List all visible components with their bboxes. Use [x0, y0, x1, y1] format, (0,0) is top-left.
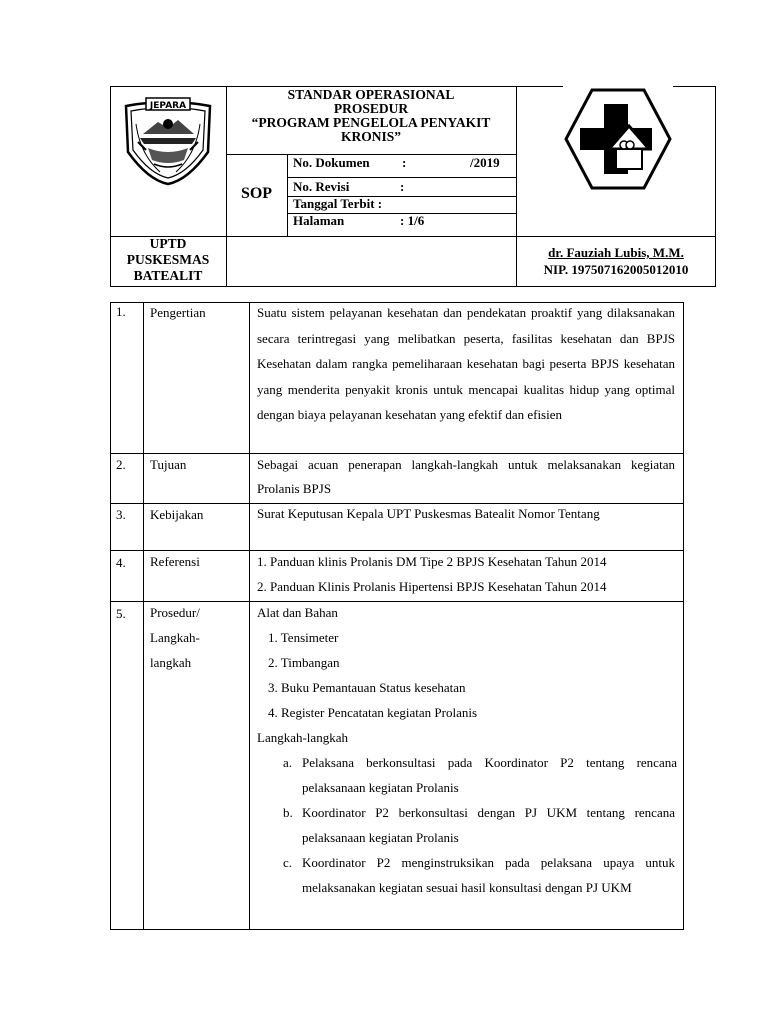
tool-item: 1. Tensimeter: [268, 630, 339, 645]
row-label: Kebijakan: [150, 507, 204, 522]
revision-label: No. Revisi: [293, 179, 350, 194]
row-content: Surat Keputusan Kepala UPT Puskesmas Batealit Nomor Tentang: [257, 506, 600, 521]
doc-number-value: /2019: [470, 155, 500, 170]
reference-item: 1. Panduan klinis Prolanis DM Tipe 2 BPJS Kesehatan Tahun 2014: [257, 554, 607, 569]
title-line: “PROGRAM PENGELOLA PENYAKIT: [251, 115, 491, 130]
procedure-content: [257, 600, 677, 900]
document-title: [226, 88, 516, 144]
divider: [249, 302, 250, 930]
step-text: Koordinator P2 menginstruksikan pada pelaksana upaya untuk melaksanakan kegiatan sesuai hasil konsultasi dengan PJ UKM: [302, 855, 675, 895]
row-number: 4.: [116, 555, 126, 570]
doc-number-label: No. Dokumen: [293, 155, 370, 170]
step-text: Koordinator P2 berkonsultasi dengan PJ UKM tentang rencana pelaksanaan kegiatan Prolanis: [302, 805, 675, 845]
row-content: Sebagai acuan penerapan langkah-langkah untuk melaksanakan kegiatan Prolanis BPJS: [257, 457, 675, 496]
sop-label: SOP: [240, 185, 273, 202]
label-line: Langkah-: [150, 630, 200, 645]
step-item: [257, 750, 677, 800]
revision-separator: :: [400, 179, 405, 194]
row-number: 5.: [116, 606, 126, 621]
step-marker: a.: [283, 755, 293, 770]
signer-nip: NIP. 197507162005012010: [543, 262, 689, 277]
step-text: Pelaksana berkonsultasi pada Koordinator P2 tentang rencana pelaksanaan kegiatan Prolanis: [302, 755, 677, 795]
institution-line: UPTD: [149, 236, 187, 251]
divider: [287, 154, 288, 236]
doc-number-separator: :: [402, 155, 407, 170]
step-item: [257, 800, 677, 850]
tool-item: 3. Buku Pemantauan Status kesehatan: [268, 680, 466, 695]
reference-item: 2. Panduan Klinis Prolanis Hipertensi BPJS Kesehatan Tahun 2014: [257, 579, 607, 594]
row-label: Referensi: [150, 554, 200, 569]
label-line: langkah: [150, 655, 192, 670]
step-marker: c.: [283, 855, 293, 870]
date-label: Tanggal Terbit :: [293, 196, 383, 211]
institution-name: [110, 236, 226, 284]
title-line: PROSEDUR: [333, 101, 409, 116]
steps-heading: Langkah-langkah: [257, 730, 348, 745]
institution-line: BATEALIT: [133, 268, 203, 283]
jepara-logo: [118, 94, 218, 186]
institution-line: PUSKESMAS: [126, 252, 210, 267]
step-marker: b.: [283, 805, 293, 820]
row-number: 2.: [116, 457, 126, 472]
page-label: Halaman: [293, 213, 345, 228]
signer-name: dr. Fauziah Lubis, M.M.: [548, 245, 684, 260]
puskesmas-logo: [563, 86, 673, 201]
step-item: [257, 850, 677, 900]
tool-item: 4. Register Pencatatan kegiatan Prolanis: [268, 705, 478, 720]
row-label: [150, 600, 200, 675]
svg-text:JEPARA: JEPARA: [149, 101, 187, 111]
row-label: Pengertian: [150, 305, 206, 320]
divider: [143, 302, 144, 930]
signer-block: [516, 244, 716, 278]
title-line: KRONIS”: [340, 129, 401, 144]
title-line: STANDAR OPERASIONAL: [287, 87, 455, 102]
row-number: 1.: [116, 304, 126, 319]
page-value: : 1/6: [400, 213, 425, 228]
label-line: Prosedur/: [150, 605, 200, 620]
divider: [287, 177, 516, 178]
tools-heading: Alat dan Bahan: [257, 605, 338, 620]
tool-item: 2. Timbangan: [268, 655, 340, 670]
row-number: 3.: [116, 507, 126, 522]
row-content: Suatu sistem pelayanan kesehatan dan pendekatan proaktif yang dilaksanakan secara terintregasi yang melibatkan peserta, fasilitas kesehatan dan BPJS Kesehatan dalam rangka pemeliharaan kesehatan bagi peserta BPJS kesehatan yang menderita penyakit kronis untuk mencapai kualitas hidup yang optimal dengan biaya pelayanan kesehatan yang efektif dan efisien: [257, 305, 675, 422]
row-label: Tujuan: [150, 457, 187, 472]
